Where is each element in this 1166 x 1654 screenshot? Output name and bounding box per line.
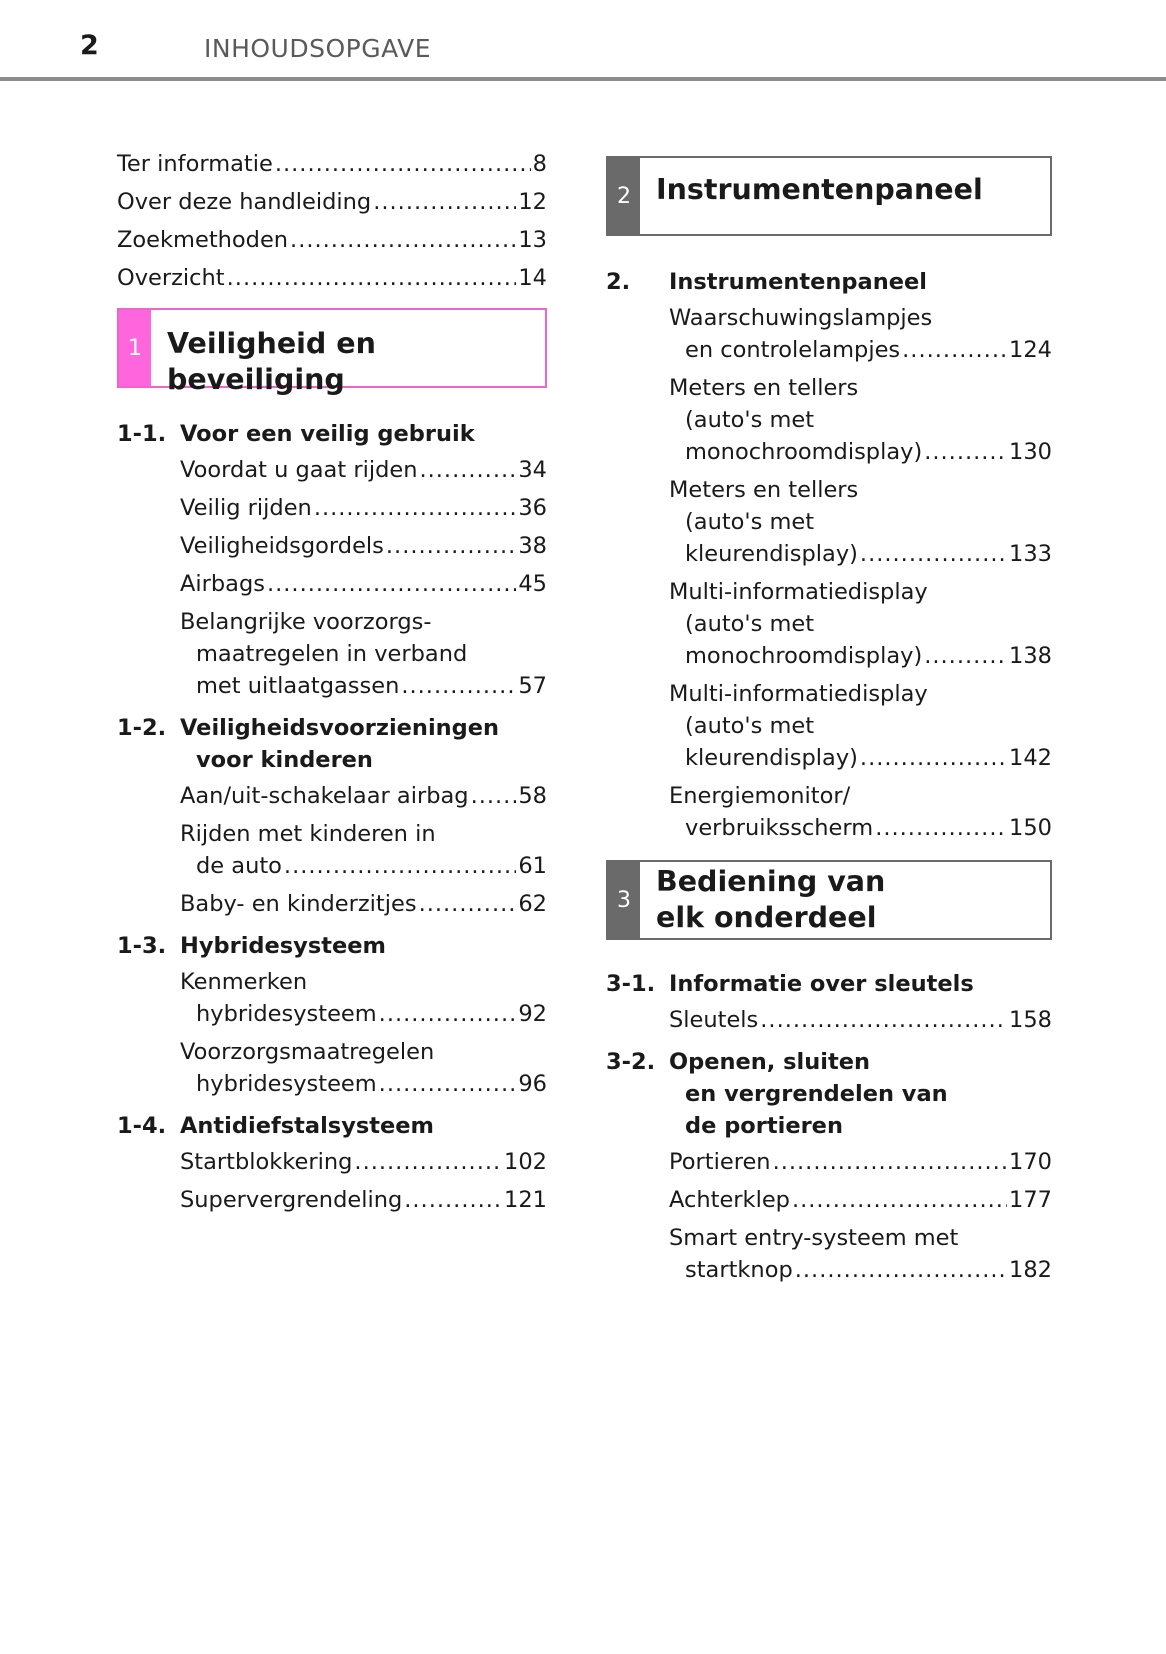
toc-entry[interactable]: Energiemonitor/ verbruiksscherm ..... 150 <box>669 780 1052 844</box>
toc-entry[interactable]: Zoekmethoden ..... 13 <box>117 224 547 256</box>
chapter-number-tab: 2 <box>608 158 640 234</box>
toc-entry[interactable]: Portieren ..... 170 <box>669 1146 1052 1178</box>
toc-entry[interactable]: Supervergrendeling ..... 121 <box>180 1184 547 1216</box>
toc-entry[interactable]: Aan/uit-schakelaar airbag ..... 58 <box>180 780 547 812</box>
toc-entry[interactable]: Overzicht ..... 14 <box>117 262 547 294</box>
toc-entry[interactable]: Voordat u gaat rijden ..... 34 <box>180 454 547 486</box>
section-heading[interactable]: 1-2. Veiligheidsvoorzieningen voor kinderen <box>117 715 500 773</box>
toc-entry[interactable]: Baby- en kinderzitjes ..... 62 <box>180 888 547 920</box>
section-heading[interactable]: 1-4. Antidiefstalsysteem <box>117 1113 434 1139</box>
toc-entry[interactable]: Voorzorgsmaatregelen hybridesysteem ..... 96 <box>180 1036 547 1100</box>
chapter-3-banner[interactable] <box>606 860 1052 940</box>
chapter-title: Instrumentenpaneel <box>656 173 983 206</box>
toc-left-column <box>117 148 547 1216</box>
toc-entry[interactable]: Kenmerken hybridesysteem ..... 92 <box>180 966 547 1030</box>
toc-entry[interactable]: Sleutels ..... 158 <box>669 1004 1052 1036</box>
section-heading[interactable]: 2. Instrumentenpaneel <box>606 269 927 295</box>
toc-entry[interactable]: Multi-informatiedisplay (auto's met kleurendisplay) ..... 142 <box>669 678 1052 774</box>
toc-entry[interactable]: Smart entry-systeem met startknop ..... 182 <box>669 1222 1052 1286</box>
toc-entry[interactable]: Meters en tellers (auto's met kleurendisplay) ..... 133 <box>669 474 1052 570</box>
chapter-1-banner[interactable] <box>117 308 547 396</box>
toc-entry[interactable]: Achterklep ..... 177 <box>669 1184 1052 1216</box>
toc-entry[interactable]: Belangrijke voorzorgs- maatregelen in verband met uitlaatgassen ..... 57 <box>180 606 547 702</box>
section-heading[interactable]: 3-2. Openen, sluiten en vergrendelen van de portieren <box>606 1049 948 1139</box>
toc-entry[interactable]: Meters en tellers (auto's met monochroomdisplay) ..... 130 <box>669 372 1052 468</box>
toc-entry[interactable]: Ter informatie ..... 8 <box>117 148 547 180</box>
toc-entry[interactable]: Veilig rijden ..... 36 <box>180 492 547 524</box>
toc-entry[interactable]: Startblokkering ..... 102 <box>180 1146 547 1178</box>
toc-entry[interactable]: Multi-informatiedisplay (auto's met monochroomdisplay) ..... 138 <box>669 576 1052 672</box>
toc-entry[interactable]: Waarschuwingslampjes en controlelampjes ..... 124 <box>669 302 1052 366</box>
chapter-number-tab: 3 <box>608 862 640 938</box>
chapter-title: Bediening van elk onderdeel <box>656 865 886 934</box>
page-number: 2 <box>80 30 99 61</box>
toc-right-column <box>606 156 1052 1286</box>
chapter-2-banner[interactable] <box>606 156 1052 236</box>
toc-entry[interactable]: Rijden met kinderen in de auto ..... 61 <box>180 818 547 882</box>
toc-entry[interactable]: Veiligheidsgordels ..... 38 <box>180 530 547 562</box>
running-header-title: INHOUDSOPGAVE <box>204 34 431 63</box>
chapter-title: Veiligheid en beveiliging <box>167 327 376 396</box>
toc-entry[interactable]: Over deze handleiding ..... 12 <box>117 186 547 218</box>
section-heading[interactable]: 1-1. Voor een veilig gebruik <box>117 421 475 447</box>
header-rule <box>0 77 1166 81</box>
chapter-number-tab: 1 <box>119 310 151 386</box>
section-heading[interactable]: 3-1. Informatie over sleutels <box>606 971 974 997</box>
toc-entry[interactable]: Airbags ..... 45 <box>180 568 547 600</box>
section-heading[interactable]: 1-3. Hybridesysteem <box>117 933 386 959</box>
